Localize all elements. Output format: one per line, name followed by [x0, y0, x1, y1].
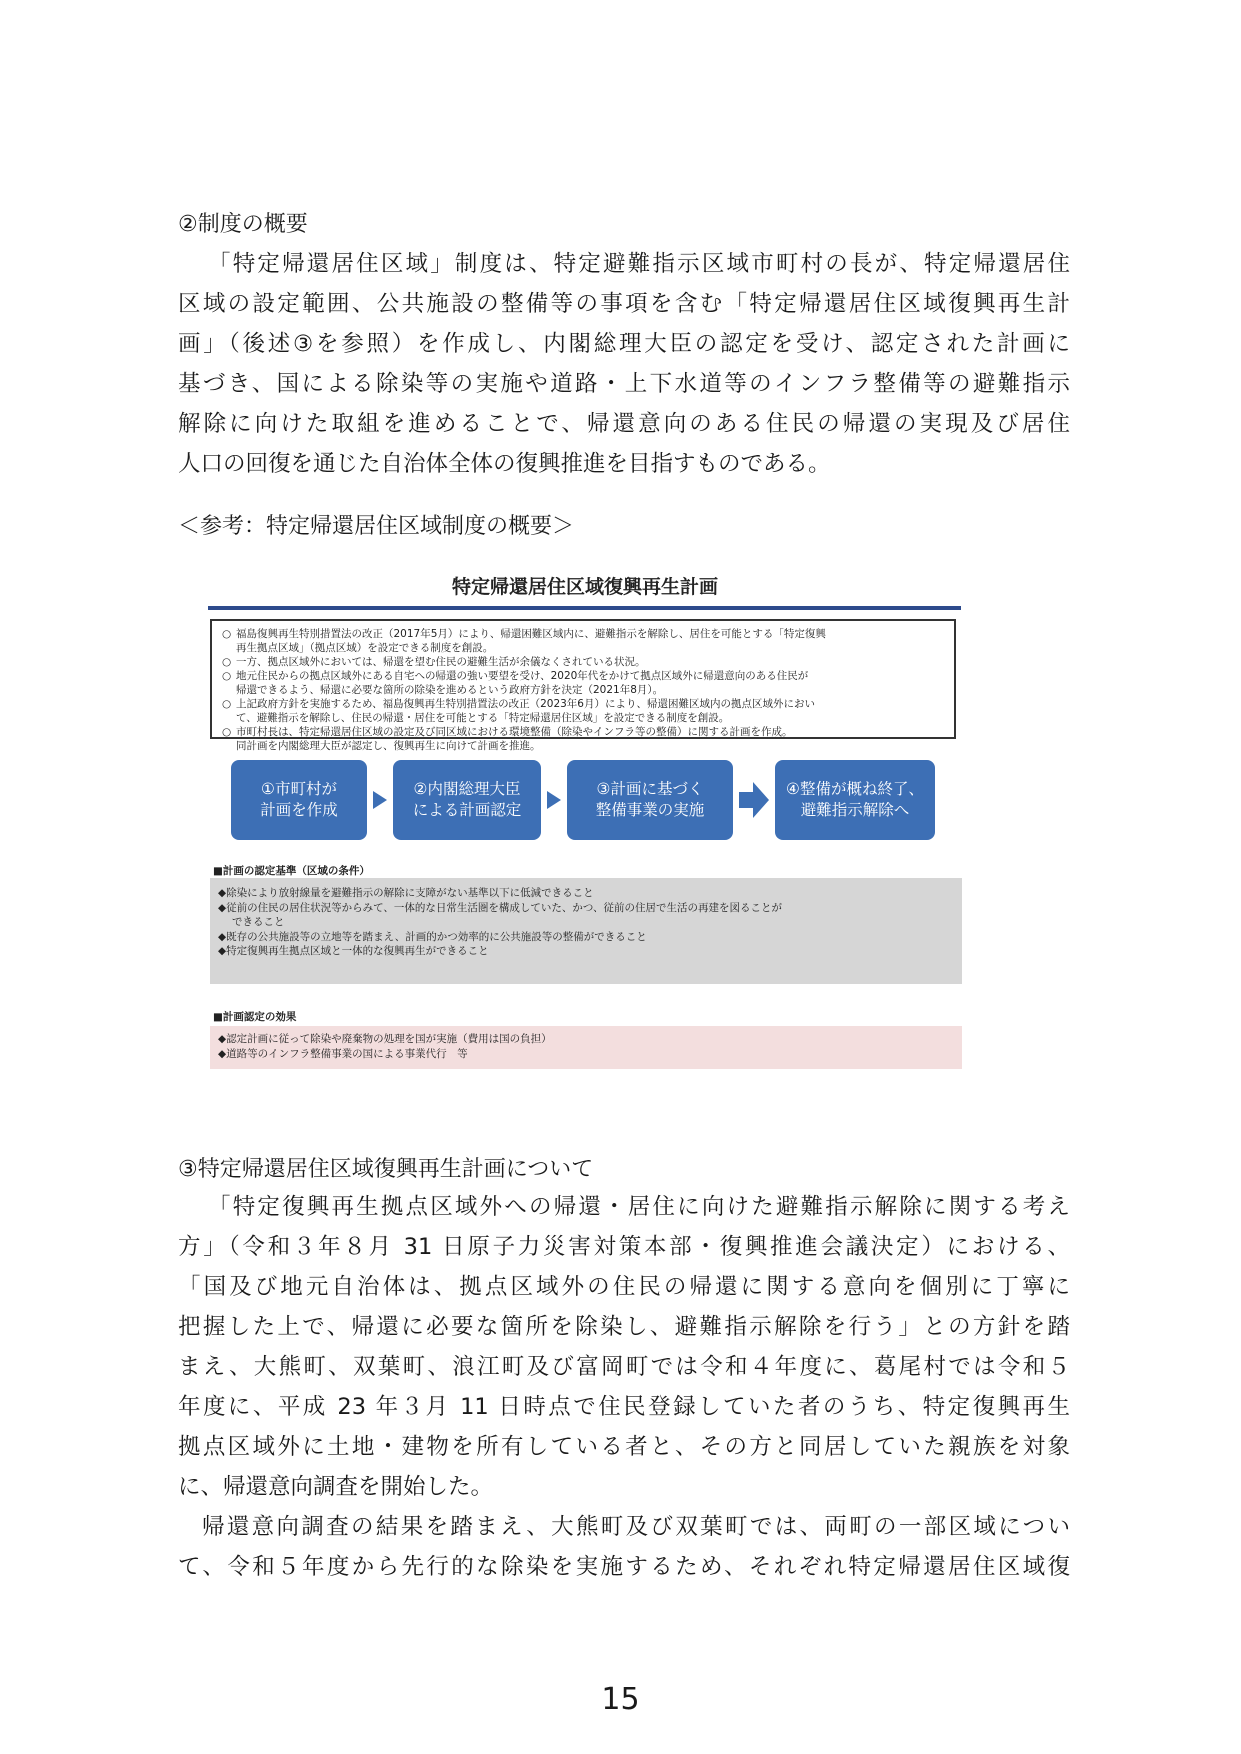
paragraph-line: 拠点区域外に土地・建物を所有している者と、その方と同居していた親族を対象 [178, 1434, 1070, 1460]
paragraph-line: 「国及び地元自治体は、拠点区域外の住民の帰還に関する意向を個別に丁寧に [178, 1274, 1070, 1300]
paragraph-line: て、令和５年度から先行的な除染を実施するため、それぞれ特定帰還居住区域復 [178, 1554, 1070, 1580]
box-item: ○ 福島復興再生特別措置法の改正（2017年5月）により、帰還困難区域内に、避難指示を解除し、居住を可能とする「特定復興 [222, 628, 826, 640]
criteria-item: ◆従前の住民の居住状況等からみて、一体的な日常生活圏を構成していた、かつ、従前の住居で生活の再建を図ることが [218, 901, 782, 914]
title-rule [208, 606, 961, 610]
box-item: ○ 地元住民からの拠点区域外にある自宅への帰還の強い要望を受け、2020年代をかけて拠点区域外に帰還意向のある住民が [222, 670, 809, 682]
paragraph-line: 帰還意向調査の結果を踏まえ、大熊町及び双葉町では、両町の一部区域につい [202, 1514, 1070, 1540]
paragraph-line: 方」（令和３年８月 31 日原子力災害対策本部・復興推進会議決定）における、 [178, 1234, 1070, 1260]
box-item: ○ 市町村長は、特定帰還居住区域の設定及び同区域における環境整備（除染やインフラ等の整備）に関する計画を作成。 [222, 726, 793, 738]
paragraph-line: 「特定復興再生拠点区域外への帰還・居住に向けた避難指示解除に関する考え [208, 1194, 1070, 1220]
section-3-paragraph [178, 1187, 1070, 1587]
criteria-item: ◆除染により放射線量を避難指示の解除に支障がない基準以下に低減できること [218, 887, 594, 899]
figure-title: 特定帰還居住区域復興再生計画 [451, 576, 718, 598]
section-2-paragraph [178, 244, 1070, 484]
circle-bullet-icon: ○ [222, 656, 232, 668]
section-2-heading: ②制度の概要 [178, 212, 308, 237]
paragraph-line: 画」（後述③を参照）を作成し、内閣総理大臣の認定を受け、認定された計画に [178, 331, 1070, 357]
system-overview-figure [205, 574, 965, 1096]
reference-heading: ＜参考：特定帰還居住区域制度の概要＞ [178, 514, 575, 539]
section-3-heading: ③特定帰還居住区域復興再生計画について [178, 1157, 594, 1182]
circle-bullet-icon: ○ [222, 670, 232, 682]
page-number: 15 [601, 1682, 640, 1717]
arrow-right-icon [547, 791, 561, 809]
box-item-continued: 同計画を内閣総理大臣が認定し、復興再生に向けて計画を推進。 [236, 740, 541, 752]
paragraph-line: 区域の設定範囲、公共施設の整備等の事項を含む「特定帰還居住区域復興再生計 [178, 291, 1070, 317]
paragraph-line: 解除に向けた取組を進めることで、帰還意向のある住民の帰還の実現及び居住 [178, 411, 1070, 437]
effects-item: ◆道路等のインフラ整備事業の国による事業代行 等 [218, 1047, 468, 1060]
box-item: ○ 上記政府方針を実施するため、福島復興再生特別措置法の改正（2023年6月）により、帰還困難区域内の拠点区域外におい [222, 698, 815, 710]
circle-bullet-icon: ○ [222, 726, 232, 738]
paragraph-line: 「特定帰還居住区域」制度は、特定避難指示区域市町村の長が、特定帰還居住 [208, 251, 1070, 277]
criteria-item-continued: できること [232, 916, 285, 928]
criteria-panel [210, 878, 962, 984]
effects-heading: ■計画認定の効果 [213, 1011, 297, 1023]
criteria-item: ◆既存の公共施設等の立地等を踏まえ、計画的かつ効率的に公共施設等の整備ができること [218, 930, 647, 943]
background-box [210, 619, 956, 752]
paragraph-line: まえ、大熊町、双葉町、浪江町及び富岡町では令和４年度に、葛尾村では令和５ [178, 1354, 1070, 1380]
flow-step-1: ①市町村が 計画を作成 [231, 760, 367, 840]
box-item: ○ 一方、拠点区域外においては、帰還を望む住民の避難生活が余儀なくされている状況。 [222, 656, 646, 668]
criteria-heading: ■計画の認定基準（区域の条件） [213, 865, 370, 877]
flow-step-3: ③計画に基づく 整備事業の実施 [567, 760, 733, 840]
paragraph-line: に、帰還意向調査を開始した。 [178, 1474, 494, 1500]
paragraph-line: 基づき、国による除染等の実施や道路・上下水道等のインフラ整備等の避難指示 [178, 371, 1070, 397]
paragraph-line: 年度に、平成 23 年３月 11 日時点で住民登録していた者のうち、特定復興再生 [178, 1394, 1070, 1420]
box-item-continued: 帰還できるよう、帰還に必要な箇所の除染を進めるという政府方針を決定（2021年8月）。 [236, 684, 664, 696]
paragraph-line: 把握した上で、帰還に必要な箇所を除染し、避難指示解除を行う」との方針を踏 [178, 1314, 1070, 1340]
arrow-right-icon [739, 782, 769, 818]
criteria-item: ◆特定復興再生拠点区域と一体的な復興再生ができること [218, 945, 489, 957]
circle-bullet-icon: ○ [222, 698, 232, 710]
effects-panel [210, 1026, 962, 1069]
box-item-continued: 再生拠点区域」（拠点区域）を設定できる制度を創設。 [236, 642, 494, 654]
flow-step-2: ②内閣総理大臣 による計画認定 [393, 760, 541, 840]
process-flow [205, 760, 965, 840]
effects-item: ◆認定計画に従って除染や廃棄物の処理を国が実施（費用は国の負担） [218, 1033, 552, 1045]
circle-bullet-icon: ○ [222, 628, 232, 640]
arrow-right-icon [373, 791, 387, 809]
box-item-continued: て、避難指示を解除し、住民の帰還・居住を可能とする「特定帰還居住区域」を設定できる制度を創設。 [236, 712, 730, 724]
paragraph-line: 人口の回復を通じた自治体全体の復興推進を目指すものである。 [178, 451, 831, 477]
flow-step-4: ④整備が概ね終了、 避難指示解除へ [775, 760, 935, 840]
